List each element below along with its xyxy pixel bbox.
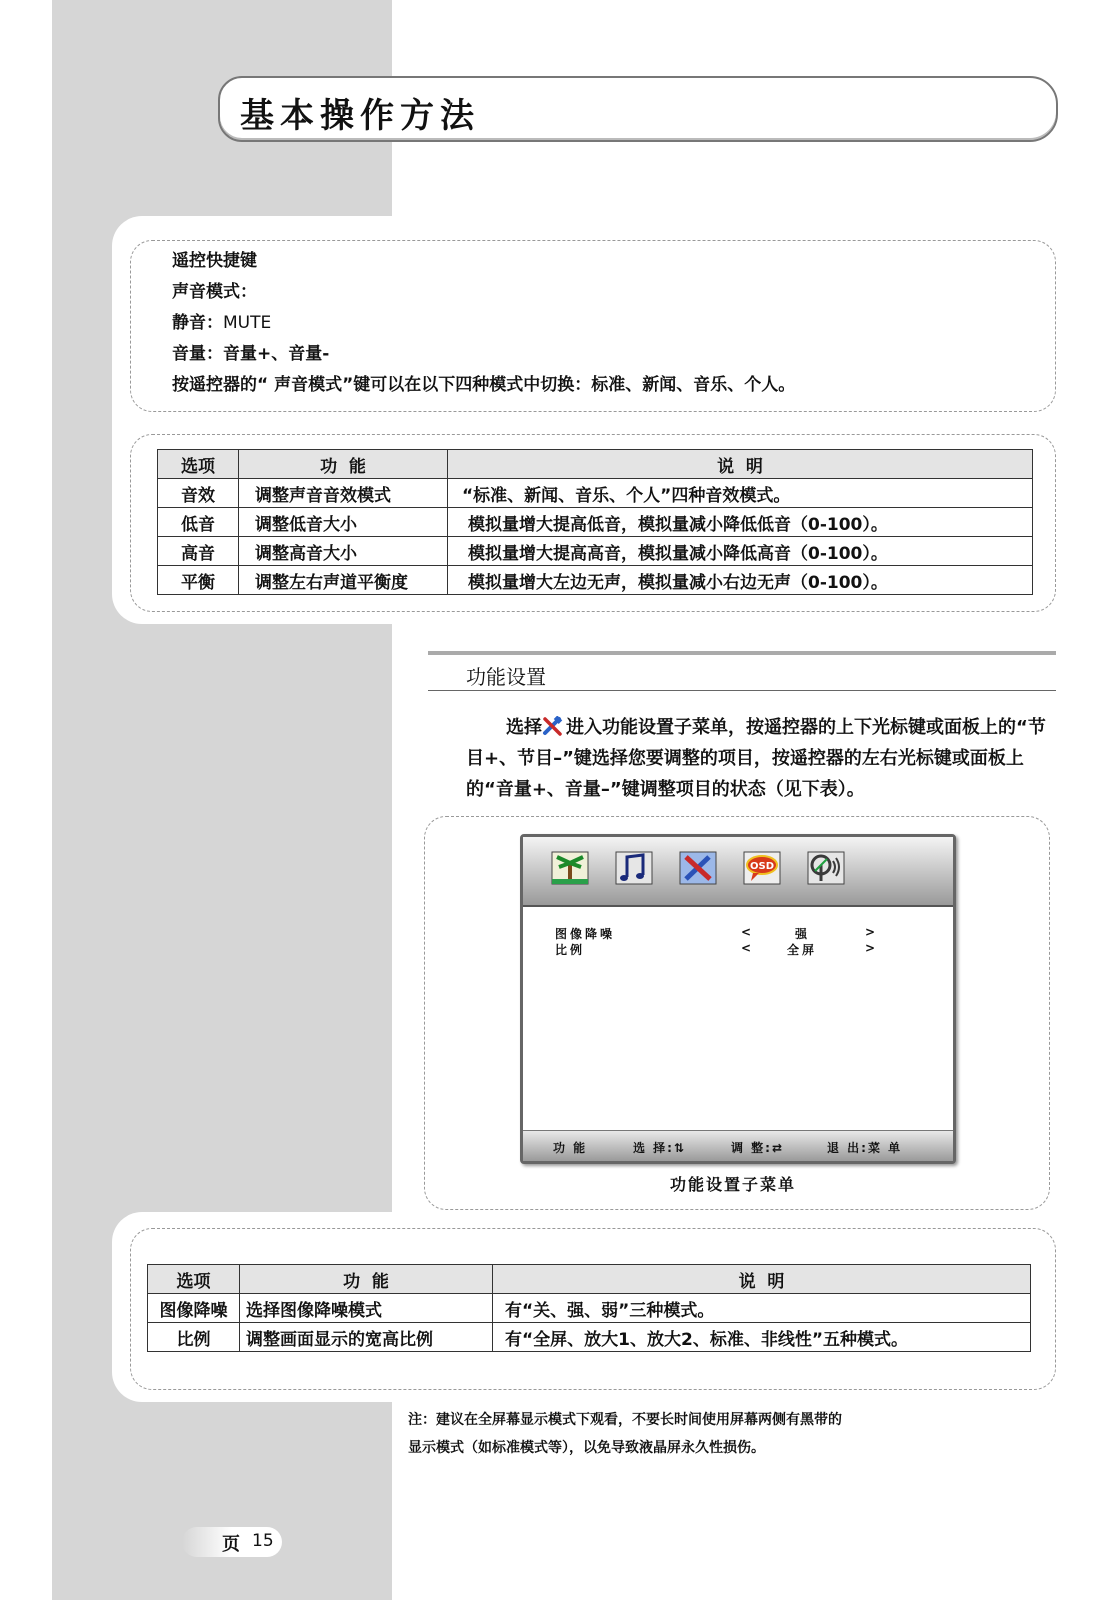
osd-row-label: 比例 xyxy=(555,943,586,957)
table-row xyxy=(158,508,1033,537)
table-row xyxy=(148,1323,1031,1352)
mute-label: 静音： xyxy=(172,313,223,333)
osd-left-arrow[interactable]: < xyxy=(741,925,755,939)
osd-row-label: 图像降噪 xyxy=(555,927,616,941)
table-row xyxy=(158,566,1033,595)
music-icon xyxy=(615,851,653,885)
tools-icon xyxy=(679,851,717,885)
header-function: 功 能 xyxy=(239,450,448,479)
table-cell: 调整高音大小 xyxy=(239,537,448,566)
table-cell: 调整左右声道平衡度 xyxy=(239,566,448,595)
table-header-row xyxy=(148,1265,1031,1294)
osd-hint-function: 功 能 xyxy=(553,1141,588,1155)
shortcut-heading: 遥控快捷键 xyxy=(172,251,257,271)
table-cell: 有“关、强、弱”三种模式。 xyxy=(493,1294,1031,1323)
antenna-icon xyxy=(807,851,845,885)
note xyxy=(408,1406,842,1462)
shortcut-text xyxy=(172,246,795,401)
page-indicator xyxy=(182,1527,282,1557)
table-row xyxy=(148,1294,1031,1323)
table-cell: 平衡 xyxy=(158,566,239,595)
note-line-2: 显示模式（如标准模式等），以免导致液晶屏永久性损伤。 xyxy=(408,1440,765,1456)
tools-icon xyxy=(542,716,564,736)
header-description: 说 明 xyxy=(448,450,1033,479)
table-header-row xyxy=(158,450,1033,479)
volume-line: 音量：音量+、音量- xyxy=(172,344,330,364)
osd-bottom-bar xyxy=(523,1130,953,1161)
svg-text:OSD: OSD xyxy=(749,861,775,872)
header-description: 说 明 xyxy=(493,1265,1031,1294)
osd-row-value: 强 xyxy=(795,927,811,941)
table-cell: 选择图像降噪模式 xyxy=(240,1294,493,1323)
sound-mode-description: 按遥控器的“ 声音模式”键可以在以下四种模式中切换：标准、新闻、音乐、个人。 xyxy=(172,375,796,395)
header-function: 功 能 xyxy=(240,1265,493,1294)
table-cell: 比例 xyxy=(148,1323,240,1352)
mute-line xyxy=(172,308,795,339)
table-cell: 有“全屏、放大1、放大2、标准、非线性”五种模式。 xyxy=(493,1323,1031,1352)
desc-part2: 进入功能设置子菜单，按遥控器的上下光标键或面板上的“节目+、节目–”键选择您要调整的项目，按遥控器的左右光标键或面板上的“音量+、音量–”键调整项目的状态（见下表）。 xyxy=(466,717,1046,800)
desc-part1: 选择 xyxy=(506,717,542,738)
osd-left-arrow[interactable]: < xyxy=(741,941,755,955)
page-label: 页 xyxy=(222,1534,240,1555)
table-cell: 调整画面显示的宽高比例 xyxy=(240,1323,493,1352)
section-rule-top xyxy=(428,651,1056,655)
table-cell: 高音 xyxy=(158,537,239,566)
note-line-1: 注：建议在全屏幕显示模式下观看，不要长时间使用屏幕两侧有黑带的 xyxy=(408,1412,842,1428)
header-option: 选项 xyxy=(148,1265,240,1294)
osd-icon xyxy=(743,851,781,885)
osd-hint-exit: 退 出:菜 单 xyxy=(827,1141,903,1155)
page-number: 15 xyxy=(252,1531,274,1551)
table-cell: 调整低音大小 xyxy=(239,508,448,537)
table-cell: 调整声音音效模式 xyxy=(239,479,448,508)
osd-row-aspect-ratio[interactable] xyxy=(555,941,905,957)
table-cell: 模拟量增大左边无声，模拟量减小右边无声（0-100）。 xyxy=(448,566,1033,595)
osd-right-arrow[interactable]: > xyxy=(865,941,879,955)
table-cell: 模拟量增大提高低音，模拟量减小降低低音（0-100）。 xyxy=(448,508,1033,537)
section-title: 功能设置 xyxy=(466,665,546,689)
table-cell: 低音 xyxy=(158,508,239,537)
osd-hint-adjust: 调 整:⇄ xyxy=(731,1141,785,1155)
table-cell: 模拟量增大提高高音，模拟量减小降低高音（0-100）。 xyxy=(448,537,1033,566)
sound-mode-line: 声音模式： xyxy=(172,282,257,302)
page-title: 基本操作方法 xyxy=(240,96,480,136)
osd-hint-select: 选 择:⇅ xyxy=(633,1141,687,1155)
osd-row-value: 全屏 xyxy=(787,943,818,957)
table-row xyxy=(158,479,1033,508)
table-cell: 图像降噪 xyxy=(148,1294,240,1323)
mute-value: MUTE xyxy=(223,313,272,333)
table-row xyxy=(158,537,1033,566)
section-rule-bottom xyxy=(428,690,1056,691)
osd-icon-bar xyxy=(523,837,953,907)
sound-table xyxy=(157,449,1033,595)
osd-right-arrow[interactable]: > xyxy=(865,925,879,939)
function-description xyxy=(466,712,1056,805)
picture-icon xyxy=(551,851,589,885)
table-cell: 音效 xyxy=(158,479,239,508)
table-cell: “标准、新闻、音乐、个人”四种音效模式。 xyxy=(448,479,1033,508)
header-option: 选项 xyxy=(158,450,239,479)
osd-caption: 功能设置子菜单 xyxy=(670,1175,797,1194)
title-banner xyxy=(218,76,1058,142)
osd-menu-screen xyxy=(520,834,956,1164)
osd-row-noise-reduction[interactable] xyxy=(555,925,905,941)
function-table xyxy=(147,1264,1031,1352)
